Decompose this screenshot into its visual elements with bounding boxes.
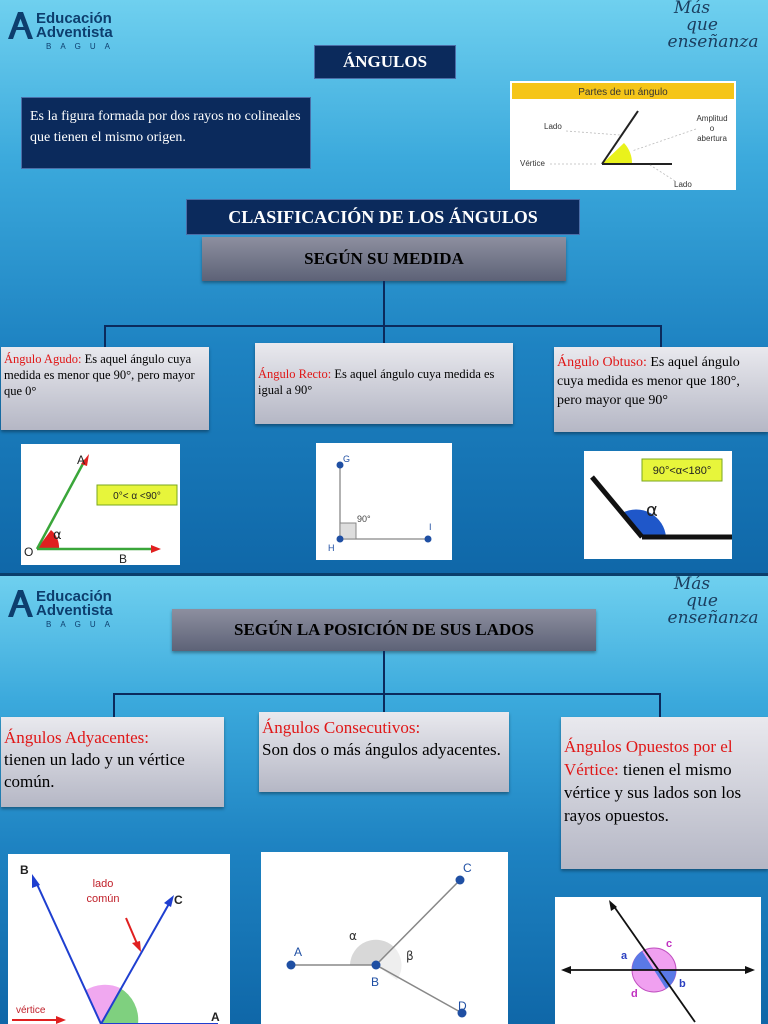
logo-line3: BAGUA (46, 42, 120, 51)
cons-label-c: C (463, 861, 472, 875)
label-o: o (709, 124, 715, 133)
consecutive-name: Ángulos Consecutivos: (262, 718, 421, 737)
logo-a-icon (6, 10, 34, 40)
label-lado-top: Lado (544, 122, 562, 131)
angle-definition: Es la figura formada por dos rayos no colineales que tienen el mismo origen. (21, 97, 311, 169)
angle-parts-figure (510, 81, 736, 190)
parts-header: Partes de un ángulo (578, 87, 668, 98)
right-angle-card (255, 343, 513, 424)
connector-vertical-2 (383, 651, 385, 694)
vertical-angles-card (561, 717, 768, 869)
slogan-word-2-2: que (686, 591, 718, 611)
classification-title: CLASIFICACIÓN DE LOS ÁNGULOS (186, 199, 580, 235)
slogan-word-1: Más (673, 0, 711, 18)
label-abertura: abertura (697, 134, 727, 143)
adjacent-name: Ángulos Adyacentes: (4, 728, 149, 747)
cons-beta: β (406, 949, 414, 963)
adj-label-a: A (211, 1010, 220, 1024)
slogan-2 (648, 576, 764, 636)
by-position-heading: SEGÚN LA POSICIÓN DE SUS LADOS (172, 609, 596, 651)
obtuse-angle-figure (584, 451, 732, 559)
connector-vertical (383, 281, 385, 326)
by-measure-heading: SEGÚN SU MEDIDA (202, 237, 566, 281)
right-text: Es aquel ángulo cuya medida es igual a 90° (258, 367, 495, 397)
right-label-h: H (328, 543, 335, 553)
brand-logo-2 (6, 586, 166, 632)
page-title: ÁNGULOS (314, 45, 456, 79)
adjacent-angles-figure (8, 854, 230, 1024)
right-measure: 90° (357, 514, 371, 524)
logo-a-icon-2 (6, 588, 34, 618)
op-label-b: b (679, 978, 686, 990)
cons-label-b: B (371, 975, 380, 989)
slogan-word-3-2: enseñanza (667, 608, 759, 628)
connector-left (104, 325, 106, 347)
logo-line2: Adventista (36, 24, 113, 41)
right-label-g: G (343, 454, 351, 464)
cons-label-a: A (294, 945, 303, 959)
slogan (648, 0, 764, 60)
acute-alpha: α (53, 528, 62, 543)
acute-angle-card (1, 347, 209, 430)
slogan-word-3: enseñanza (667, 32, 759, 52)
acute-text: Es aquel ángulo cuya medida es menor que 90°, pero mayor que 0° (4, 352, 195, 398)
connector-middle (383, 325, 385, 343)
adj-label-b: B (20, 863, 29, 877)
obtuse-name: Ángulo Obtuso: (557, 355, 647, 370)
logo-line1: Educación (36, 10, 112, 27)
slogan-word-1-2: Más (673, 576, 711, 594)
right-angle-figure (316, 443, 452, 560)
acute-label-o: O (24, 545, 34, 559)
connector-right-2 (659, 693, 661, 717)
consecutive-angles-card (259, 712, 509, 792)
label-amplitud: Amplitud (696, 114, 728, 123)
cons-alpha: α (349, 929, 357, 943)
connector-right (660, 325, 662, 347)
acute-range: 0°< α <90° (113, 491, 161, 502)
acute-label-a: A (77, 453, 86, 467)
adj-lado: lado (92, 878, 114, 890)
right-name: Ángulo Recto: (258, 367, 332, 381)
op-label-a: a (621, 950, 628, 962)
adjacent-angles-card (1, 717, 224, 807)
op-label-c: c (666, 938, 673, 950)
obtuse-angle-card (554, 347, 768, 432)
slogan-word-2: que (686, 15, 718, 35)
logo-line1-2: Educación (36, 588, 112, 605)
acute-name: Ángulo Agudo: (4, 352, 82, 366)
adj-label-c: C (174, 893, 183, 907)
amplitude-fill (602, 143, 632, 164)
logo-line3-2: BAGUA (46, 620, 120, 629)
adj-vertice: vértice (16, 1005, 46, 1016)
label-vertice: Vértice (520, 159, 545, 168)
vertical-text: tienen el mismo vértice y sus lados son los rayos opuestos. (564, 760, 742, 825)
adj-comun: común (86, 893, 120, 905)
connector-horizontal-2 (113, 693, 661, 695)
logo-line2-2: Adventista (36, 602, 113, 619)
acute-angle-figure (21, 444, 180, 565)
right-label-i: I (429, 522, 432, 532)
brand-logo (6, 8, 166, 54)
adjacent-text: tienen un lado y un vértice común. (4, 750, 185, 791)
connector-middle-2 (383, 693, 385, 712)
consecutive-angles-figure (261, 852, 508, 1024)
obtuse-text: Es aquel ángulo cuya medida es menor que 180°, pero mayor que 90° (557, 355, 740, 408)
consecutive-text: Son dos o más ángulos adyacentes. (262, 740, 501, 759)
op-label-d: d (631, 988, 638, 1000)
cons-label-d: D (458, 999, 467, 1013)
connector-left-2 (113, 693, 115, 717)
vertical-angles-figure (555, 897, 761, 1024)
obtuse-alpha: α (646, 500, 658, 521)
label-lado-bottom: Lado (674, 180, 692, 189)
acute-label-b: B (119, 552, 128, 565)
vertical-name: Ángulos Opuestos por el Vértice: (564, 737, 733, 779)
obtuse-range: 90°<α<180° (652, 465, 712, 477)
